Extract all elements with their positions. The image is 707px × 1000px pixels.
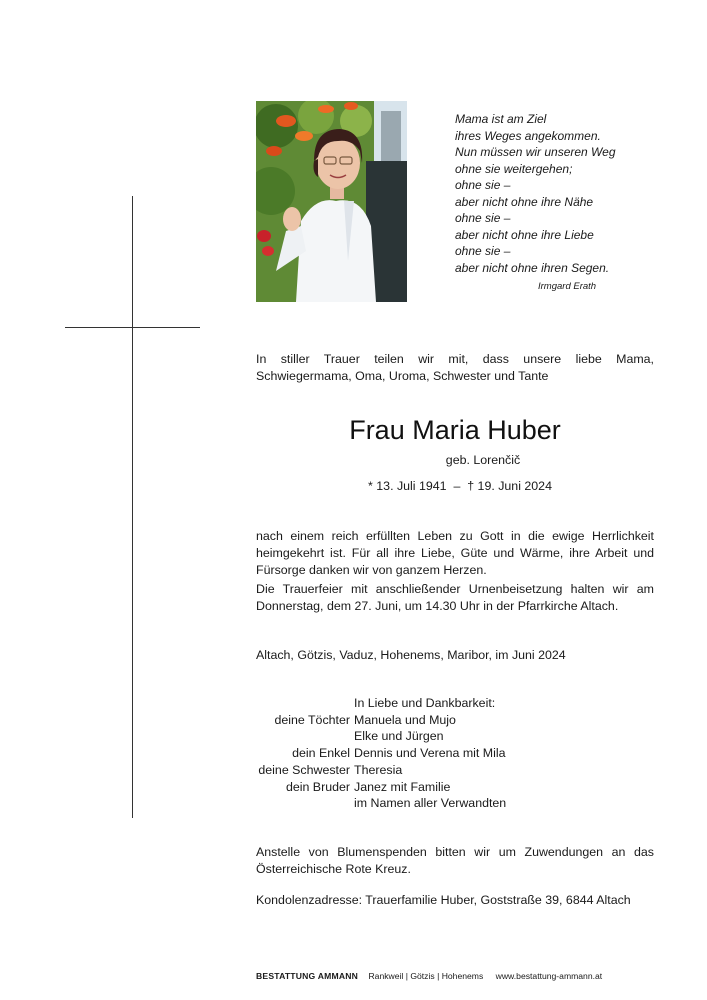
family-names: Elke und Jürgen <box>354 729 444 744</box>
donation-note: Anstelle von Blumenspenden bitten wir um Zuwendungen an das Österreichische Rote Kreuz. <box>256 845 654 876</box>
poem-line: ohne sie – <box>455 178 511 192</box>
poem-line: aber nicht ohne ihre Nähe <box>455 194 594 209</box>
family-relation <box>256 795 354 812</box>
portrait-illustration <box>256 101 407 302</box>
family-row <box>256 745 676 762</box>
footer <box>256 971 602 981</box>
cross-horizontal-bar <box>65 327 200 328</box>
family-names: Manuela und Mujo <box>354 712 456 727</box>
paragraph-funeral: Die Trauerfeier mit anschließender Urnenbeisetzung halten wir am Donnerstag, dem 27. Juni, um 14.30 Uhr in der Pfarrkirche Altach. <box>256 582 654 613</box>
intro-text: In stiller Trauer teilen wir mit, dass unsere liebe Mama, Schwiegermama, Oma, Uroma, Schwester und Tante <box>256 352 654 383</box>
poem-line: ohne sie weitergehen; <box>455 161 573 176</box>
life-dates: * 13. Juli 1941 – † 19. Juni 2024 <box>368 479 552 493</box>
family-row <box>256 779 676 796</box>
family-relation <box>256 695 354 712</box>
family-list <box>256 695 676 812</box>
poem-line: ohne sie – <box>455 211 511 225</box>
family-relation: dein Enkel <box>292 746 350 761</box>
poem-line: ohne sie – <box>455 244 511 258</box>
family-names: Theresia <box>354 762 403 777</box>
footer-website-link[interactable]: www.bestattung-ammann.at <box>495 971 603 981</box>
family-relation: deine Töchter <box>274 712 350 727</box>
poem-line: ihres Weges angekommen. <box>455 128 601 143</box>
poem-line: aber nicht ohne ihren Segen. <box>455 260 610 275</box>
family-row <box>256 712 676 729</box>
family-row <box>256 728 676 745</box>
poem-author: Irmgard Erath <box>538 281 597 292</box>
place-and-date: Altach, Götzis, Vaduz, Hohenems, Maribor, im Juni 2024 <box>256 648 566 662</box>
portrait-photo <box>256 101 407 302</box>
footer-brand: BESTATTUNG AMMANN <box>256 971 359 981</box>
family-relation <box>256 728 354 745</box>
family-names: Dennis und Verena mit Mila <box>354 746 506 761</box>
poem-line: Nun müssen wir unseren Weg <box>455 145 616 159</box>
family-row <box>256 695 676 712</box>
family-names: im Namen aller Verwandten <box>354 796 507 811</box>
cross-vertical-bar <box>132 196 133 818</box>
poem <box>455 111 695 276</box>
poem-line: Mama ist am Ziel <box>455 112 547 126</box>
footer-locations: Rankweil | Götzis | Hohenems <box>368 971 484 981</box>
birth-name: geb. Lorenčič <box>445 453 521 467</box>
family-row <box>256 762 676 779</box>
deceased-name: Frau Maria Huber <box>349 415 561 445</box>
paragraph-passing: nach einem reich erfüllten Leben zu Gott in die ewige Herrlichkeit heimgekehrt ist. Für all ihre Liebe, Güte und Wärme, ihre Arbeit und Fürsorge danken wir von ganzem Herzen. <box>256 529 654 577</box>
family-names: In Liebe und Dankbarkeit: <box>354 696 496 710</box>
poem-line: aber nicht ohne ihre Liebe <box>455 227 594 242</box>
family-row <box>256 795 676 812</box>
family-relation: dein Bruder <box>285 779 350 794</box>
family-relation: deine Schwester <box>258 762 350 777</box>
condolence-address: Kondolenzadresse: Trauerfamilie Huber, Goststraße 39, 6844 Altach <box>256 893 631 907</box>
family-names: Janez mit Familie <box>354 779 451 794</box>
